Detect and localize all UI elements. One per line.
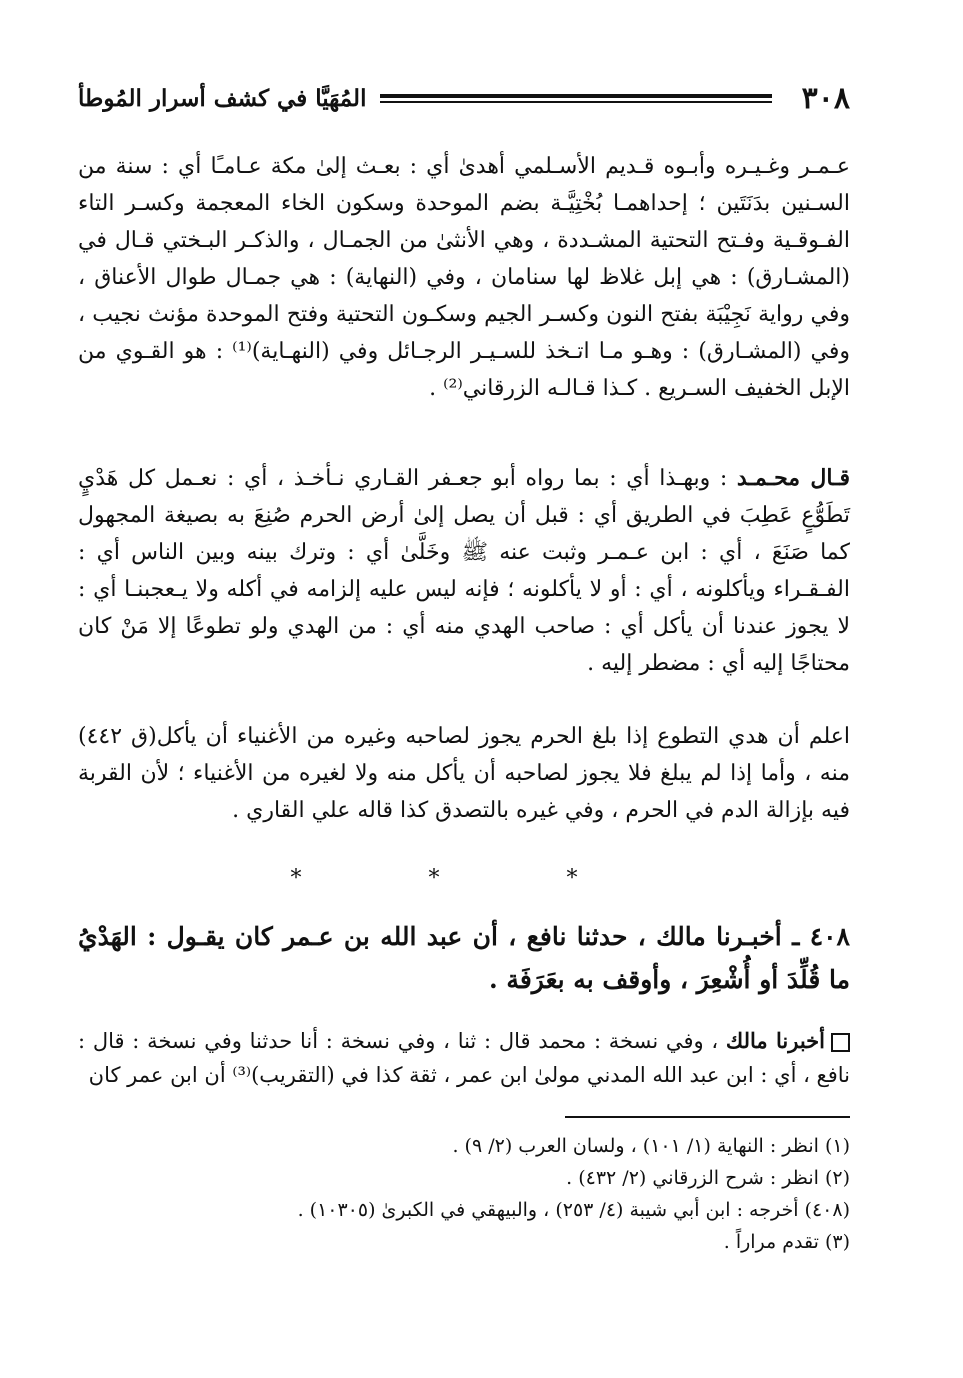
- paragraph-2-lead: قـال محـمـد: [736, 465, 850, 491]
- hadith-408: [78, 915, 850, 1001]
- hadith-text: ، حدثنا نافع ، أن عبد الله بن عـمر كان يقـول : الهَدْيُ ما قُلِّدَ أو أُشْعِرَ ، وأوقف به بعَرَفَة .: [78, 922, 850, 994]
- footnote-1: (١) انظر : النهاية (١/ ١٠١) ، ولسان العرب (٢/ ٩) .: [452, 1135, 850, 1157]
- commentary: [78, 1024, 850, 1092]
- commentary-lead: أخبرنا مالك: [725, 1028, 825, 1053]
- footnotes: [78, 1130, 850, 1258]
- footnote-divider: [565, 1116, 850, 1118]
- hadith-lead: أخبـرنا مالك: [656, 922, 782, 951]
- header-rule: [380, 94, 771, 103]
- commentary-text: ، وفي نسخة : محمد قال : ثنا ، وفي نسخة : أنا حدثنا وفي نسخة : قال : نافع ، أي : ابن عبد الله المدني مولىٰ ابن عمر ، ثقة كذا في (التقريب)⁽³⁾ أن ابن عمر كان: [78, 1029, 850, 1087]
- header-rule-thick: [380, 94, 771, 98]
- section-separator: * * *: [290, 866, 638, 891]
- paragraph-2: [78, 460, 850, 682]
- paragraph-3-text: اعلم أن هدي التطوع إذا بلغ الحرم يجوز لصاحبه وغيره من الأغنياء أن يأكل(ق ٤٤٢) منه ، وأما إذا لم يبلغ فلا يجوز لصاحبه أن يأكل منه ولا لغيره من الأغنياء ؛ لأن القربة فيه بإزالة الدم في الحرم ، وفي غيره بالتصدق كذا قاله علي القاري .: [78, 724, 850, 823]
- header-rule-thin: [380, 101, 771, 103]
- footnote-2: (٢) انظر : شرح الزرقاني (٢/ ٤٣٢) .: [566, 1167, 850, 1189]
- paragraph-2-text: : وبهـذا أي : بما رواه أبو جعـفر القـاري نـأخـذ ، أي : نعـمل كل هَدْيٍ تَطَوُّعٍ عَطِبَ في الطريق أي : قبل أن يصل إلىٰ أرض الحرم صُنِعَ به بصيغة المجهول كما صَنَعَ ، أي : ابن عـمـر وثبت عنه ﷺ وخَلَّىٰ أي : وترك بينه وبين الناس أي : الفـقـراء ويأكلونه ، أي : أو لا يأكلونه ؛ فإنه ليس عليه إلزامه في أكله ولا يـعجبنـا أي : لا يجوز عندنا أن يأكل أي : صاحب الهدي منه أي : من الهدي ولو تطوعًا إلا مَنْ كان محتاجًا إليه أي : مضطر إليه .: [78, 466, 850, 676]
- paragraph-3: [78, 718, 850, 829]
- footnote-408: (٤٠٨) أخرجه : ابن أبي شيبة (٤/ ٢٥٣) ، والبيهقي في الكبرىٰ (١٠٣٠٥) .: [297, 1199, 850, 1221]
- footnote-3: (٣) تقدم مراراً .: [723, 1231, 850, 1253]
- hadith-number: ٤٠٨ ـ: [792, 922, 850, 951]
- page-header: [78, 70, 850, 126]
- square-icon: [831, 1033, 850, 1052]
- page-number: ٣٠٨: [801, 80, 850, 116]
- book-title: المُهَيَّا في كشف أسرار المُوطأ: [78, 84, 367, 112]
- paragraph-1-text: عـمـر وغـيـره وأبـوه قـديم الأسـلمي أهدىٰ أي : بعـث إلىٰ مكة عـامـًا أي : سنة من السـنين بدَنَتَين ؛ إحداهمـا بُخْتِيَّـة بضم الموحدة وسكون الخاء المعجمة وكسـر التاء الفـوقـية وفـتح التحتية المشـددة ، وهي الأنثىٰ من الجمـال ، والذكـر البـختي قـال في (المشـارق) : هي إبل غلاظ لها سنامان ، وفي (النهاية) : هي جمـال طوال الأعناق ، وفي رواية نَجِيْبَة بفتح النون وكسـر الجيم وسكـون التحتية وفتح الموحدة مؤنث نجيب ، وفي (المشـارق) : وهـو مـا اتـخذ للسـيـر الرجـائل وفي (النهـاية)⁽¹⁾ : هو القـوي من الإبل الخفيف السـريع . كـذا قـالـه الزرقاني⁽²⁾ .: [78, 154, 851, 401]
- paragraph-1: [78, 148, 850, 407]
